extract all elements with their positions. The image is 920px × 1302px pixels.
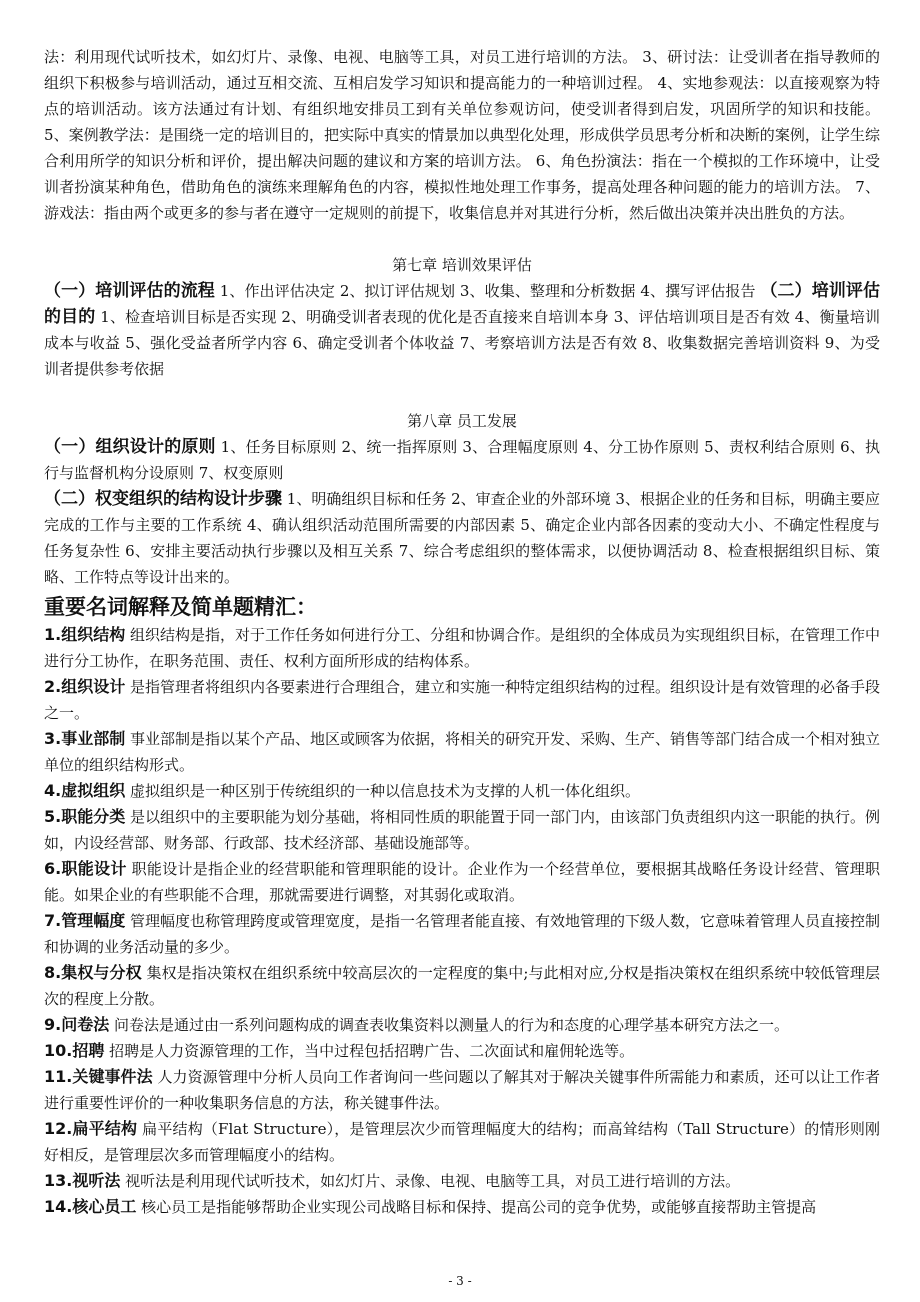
glossary-term: 4.虚拟组织	[44, 781, 126, 800]
glossary-item	[44, 778, 880, 804]
chapter7-title: 第七章 培训效果评估	[392, 256, 532, 274]
page-number: - 3 -	[448, 1274, 472, 1288]
glossary-definition: 集权是指决策权在组织系统中较高层次的一定程度的集中;与此相对应,分权是指决策权在组织系统中较低管理层次的程度上分散。	[44, 964, 880, 1008]
glossary-term: 11.关键事件法	[44, 1067, 153, 1086]
glossary-definition: 人力资源管理中分析人员向工作者询问一些问题以了解其对于解决关键事件所需能力和素质，还可以让工作者进行重要性评价的一种收集职务信息的方法，称关键事件法。	[44, 1068, 880, 1112]
glossary-definition: 管理幅度也称管理跨度或管理宽度，是指一名管理者能直接、有效地管理的下级人数，它意味着管理人员直接控制和协调的业务活动量的多少。	[44, 912, 880, 956]
chapter7-text-2: 1、检查培训目标是否实现 2、明确受训者表现的优化是否直接来自培训本身 3、评估培训项目是否有效 4、衡量培训成本与收益 5、强化受益者所学内容 6、确定受训者个体收益 7、考察培训方法是否有效 8、收集数据完善培训资料 9、为受训者提供参考依据	[44, 308, 880, 378]
glossary-term: 1.组织结构	[44, 625, 126, 644]
glossary-item	[44, 1064, 880, 1116]
spacer	[44, 382, 880, 408]
glossary-definition: 是指管理者将组织内各要素进行合理组合，建立和实施一种特定组织结构的过程。组织设计是有效管理的必备手段之一。	[44, 678, 880, 722]
glossary-item	[44, 674, 880, 726]
glossary-definition: 组织结构是指，对于工作任务如何进行分工、分组和协调合作。是组织的全体成员为实现组织目标，在管理工作中进行分工协作，在职务范围、责任、权利方面所形成的结构体系。	[44, 626, 880, 670]
glossary-item	[44, 1012, 880, 1038]
spacer	[44, 226, 880, 252]
glossary-definition: 视听法是利用现代试听技术，如幻灯片、录像、电视、电脑等工具，对员工进行培训的方法。	[120, 1172, 741, 1190]
glossary-item	[44, 908, 880, 960]
glossary-term: 5.职能分类	[44, 807, 126, 826]
glossary-item	[44, 726, 880, 778]
glossary-term: 2.组织设计	[44, 677, 126, 696]
chapter8-heading-1: （一）组织设计的原则	[44, 437, 216, 457]
glossary-item	[44, 1038, 880, 1064]
chapter8-heading-2: （二）权变组织的结构设计步骤	[44, 489, 283, 509]
chapter7-heading-1: （一）培训评估的流程	[44, 281, 215, 301]
glossary-term: 14.核心员工	[44, 1197, 137, 1216]
glossary-term: 6.职能设计	[44, 859, 127, 878]
glossary-item	[44, 1194, 880, 1220]
glossary-term: 13.视听法	[44, 1171, 121, 1190]
chapter8-section-2	[44, 486, 880, 590]
glossary-definition: 事业部制是指以某个产品、地区或顾客为依据，将相关的研究开发、采购、生产、销售等部门结合成一个相对独立单位的组织结构形式。	[44, 730, 880, 774]
glossary-definition: 虚拟组织是一种区别于传统组织的一种以信息技术为支撑的人机一体化组织。	[125, 782, 640, 800]
glossary-term: 8.集权与分权	[44, 963, 142, 982]
chapter8-text-2: 1、明确组织目标和任务 2、审查企业的外部环境 3、根据企业的任务和目标，明确主要应完成的工作与主要的工作系统 4、确认组织活动范围所需要的内部因素 5、确定企业内部各因素的变动大小、不确定性程度与任务复杂性 6、安排主要活动执行步骤以及相互关系 7、综合考虑组织的整体需求，以便协调活动 8、检查根据组织目标、策略、工作特点等设计出来的。	[44, 490, 880, 586]
glossary-item	[44, 1168, 880, 1194]
glossary-term: 7.管理幅度	[44, 911, 126, 930]
glossary-definition: 招聘是人力资源管理的工作，当中过程包括招聘广告、二次面试和雇佣轮选等。	[104, 1042, 635, 1060]
glossary-item	[44, 804, 880, 856]
glossary-item	[44, 856, 880, 908]
glossary-definition: 是以组织中的主要职能为划分基础，将相同性质的职能置于同一部门内，由该部门负责组织内这一职能的执行。例如，内设经营部、财务部、行政部、技术经济部、基础设施部等。	[44, 808, 880, 852]
glossary-term: 10.招聘	[44, 1041, 105, 1060]
chapter7-text-1: 1、作出评估决定 2、拟订评估规划 3、收集、整理和分析数据 4、撰写评估报告	[214, 282, 761, 300]
glossary-term: 9.问卷法	[44, 1015, 110, 1034]
chapter7-section	[44, 278, 880, 382]
glossary-definition: 问卷法是通过由一系列问题构成的调查表收集资料以测量人的行为和态度的心理学基本研究方法之一。	[109, 1016, 789, 1034]
glossary-term: 3.事业部制	[44, 729, 126, 748]
glossary-definition: 扁平结构（Flat Structure），是管理层次少而管理幅度大的结构；而高耸结构（Tall Structure）的情形则刚好相反，是管理层次多而管理幅度小的结构。	[44, 1120, 880, 1164]
glossary-term: 12.扁平结构	[44, 1119, 138, 1138]
intro-paragraph: 法：利用现代试听技术，如幻灯片、录像、电视、电脑等工具，对员工进行培训的方法。 3、研讨法：让受训者在指导教师的组织下积极参与培训活动，通过互相交流、互相启发学习知识和提高能力的一种培训过程。 4、实地参观法：以直接观察为特点的培训活动。该方法通过有计划、有组织地安排员工到有关单位参观访问，使受训者得到启发，巩固所学的知识和技能。 5、案例教学法：是围绕一定的培训目的，把实际中真实的情景加以典型化处理，形成供学员思考分析和决断的案例，让学生综合利用所学的知识分析和评价，提出解决问题的建议和方案的培训方法。 6、角色扮演法：指在一个模拟的工作环境中，让受训者扮演某种角色，借助角色的演练来理解角色的内容，模拟性地处理工作事务，提高处理各种问题的能力的培训方法。 7、游戏法：指由两个或更多的参与者在遵守一定规则的前提下，收集信息并对其进行分析，然后做出决策并决出胜负的方法。	[44, 48, 880, 222]
glossary-list	[44, 622, 880, 1220]
glossary-item	[44, 1116, 880, 1168]
chapter8-text-1: 1、任务目标原则 2、统一指挥原则 3、合理幅度原则 4、分工协作原则 5、责权利结合原则 6、执行与监督机构分设原则 7、权变原则	[44, 438, 881, 482]
glossary-item	[44, 960, 880, 1012]
chapter8-title: 第八章 员工发展	[407, 412, 517, 430]
glossary-definition: 核心员工是指能够帮助企业实现公司战略目标和保持、提高公司的竞争优势，或能够直接帮助主管提高	[136, 1198, 817, 1216]
glossary-title: 重要名词解释及简单题精汇：	[44, 595, 317, 619]
chapter8-section-1	[44, 434, 880, 486]
glossary-item	[44, 622, 880, 674]
chapter7-heading-2: （二）培训评估的目的	[44, 281, 880, 327]
page-content	[44, 44, 880, 1220]
glossary-definition: 职能设计是指企业的经营职能和管理职能的设计。企业作为一个经营单位，要根据其战略任务设计经营、管理职能。如果企业的有些职能不合理，那就需要进行调整，对其弱化或取消。	[44, 860, 880, 904]
